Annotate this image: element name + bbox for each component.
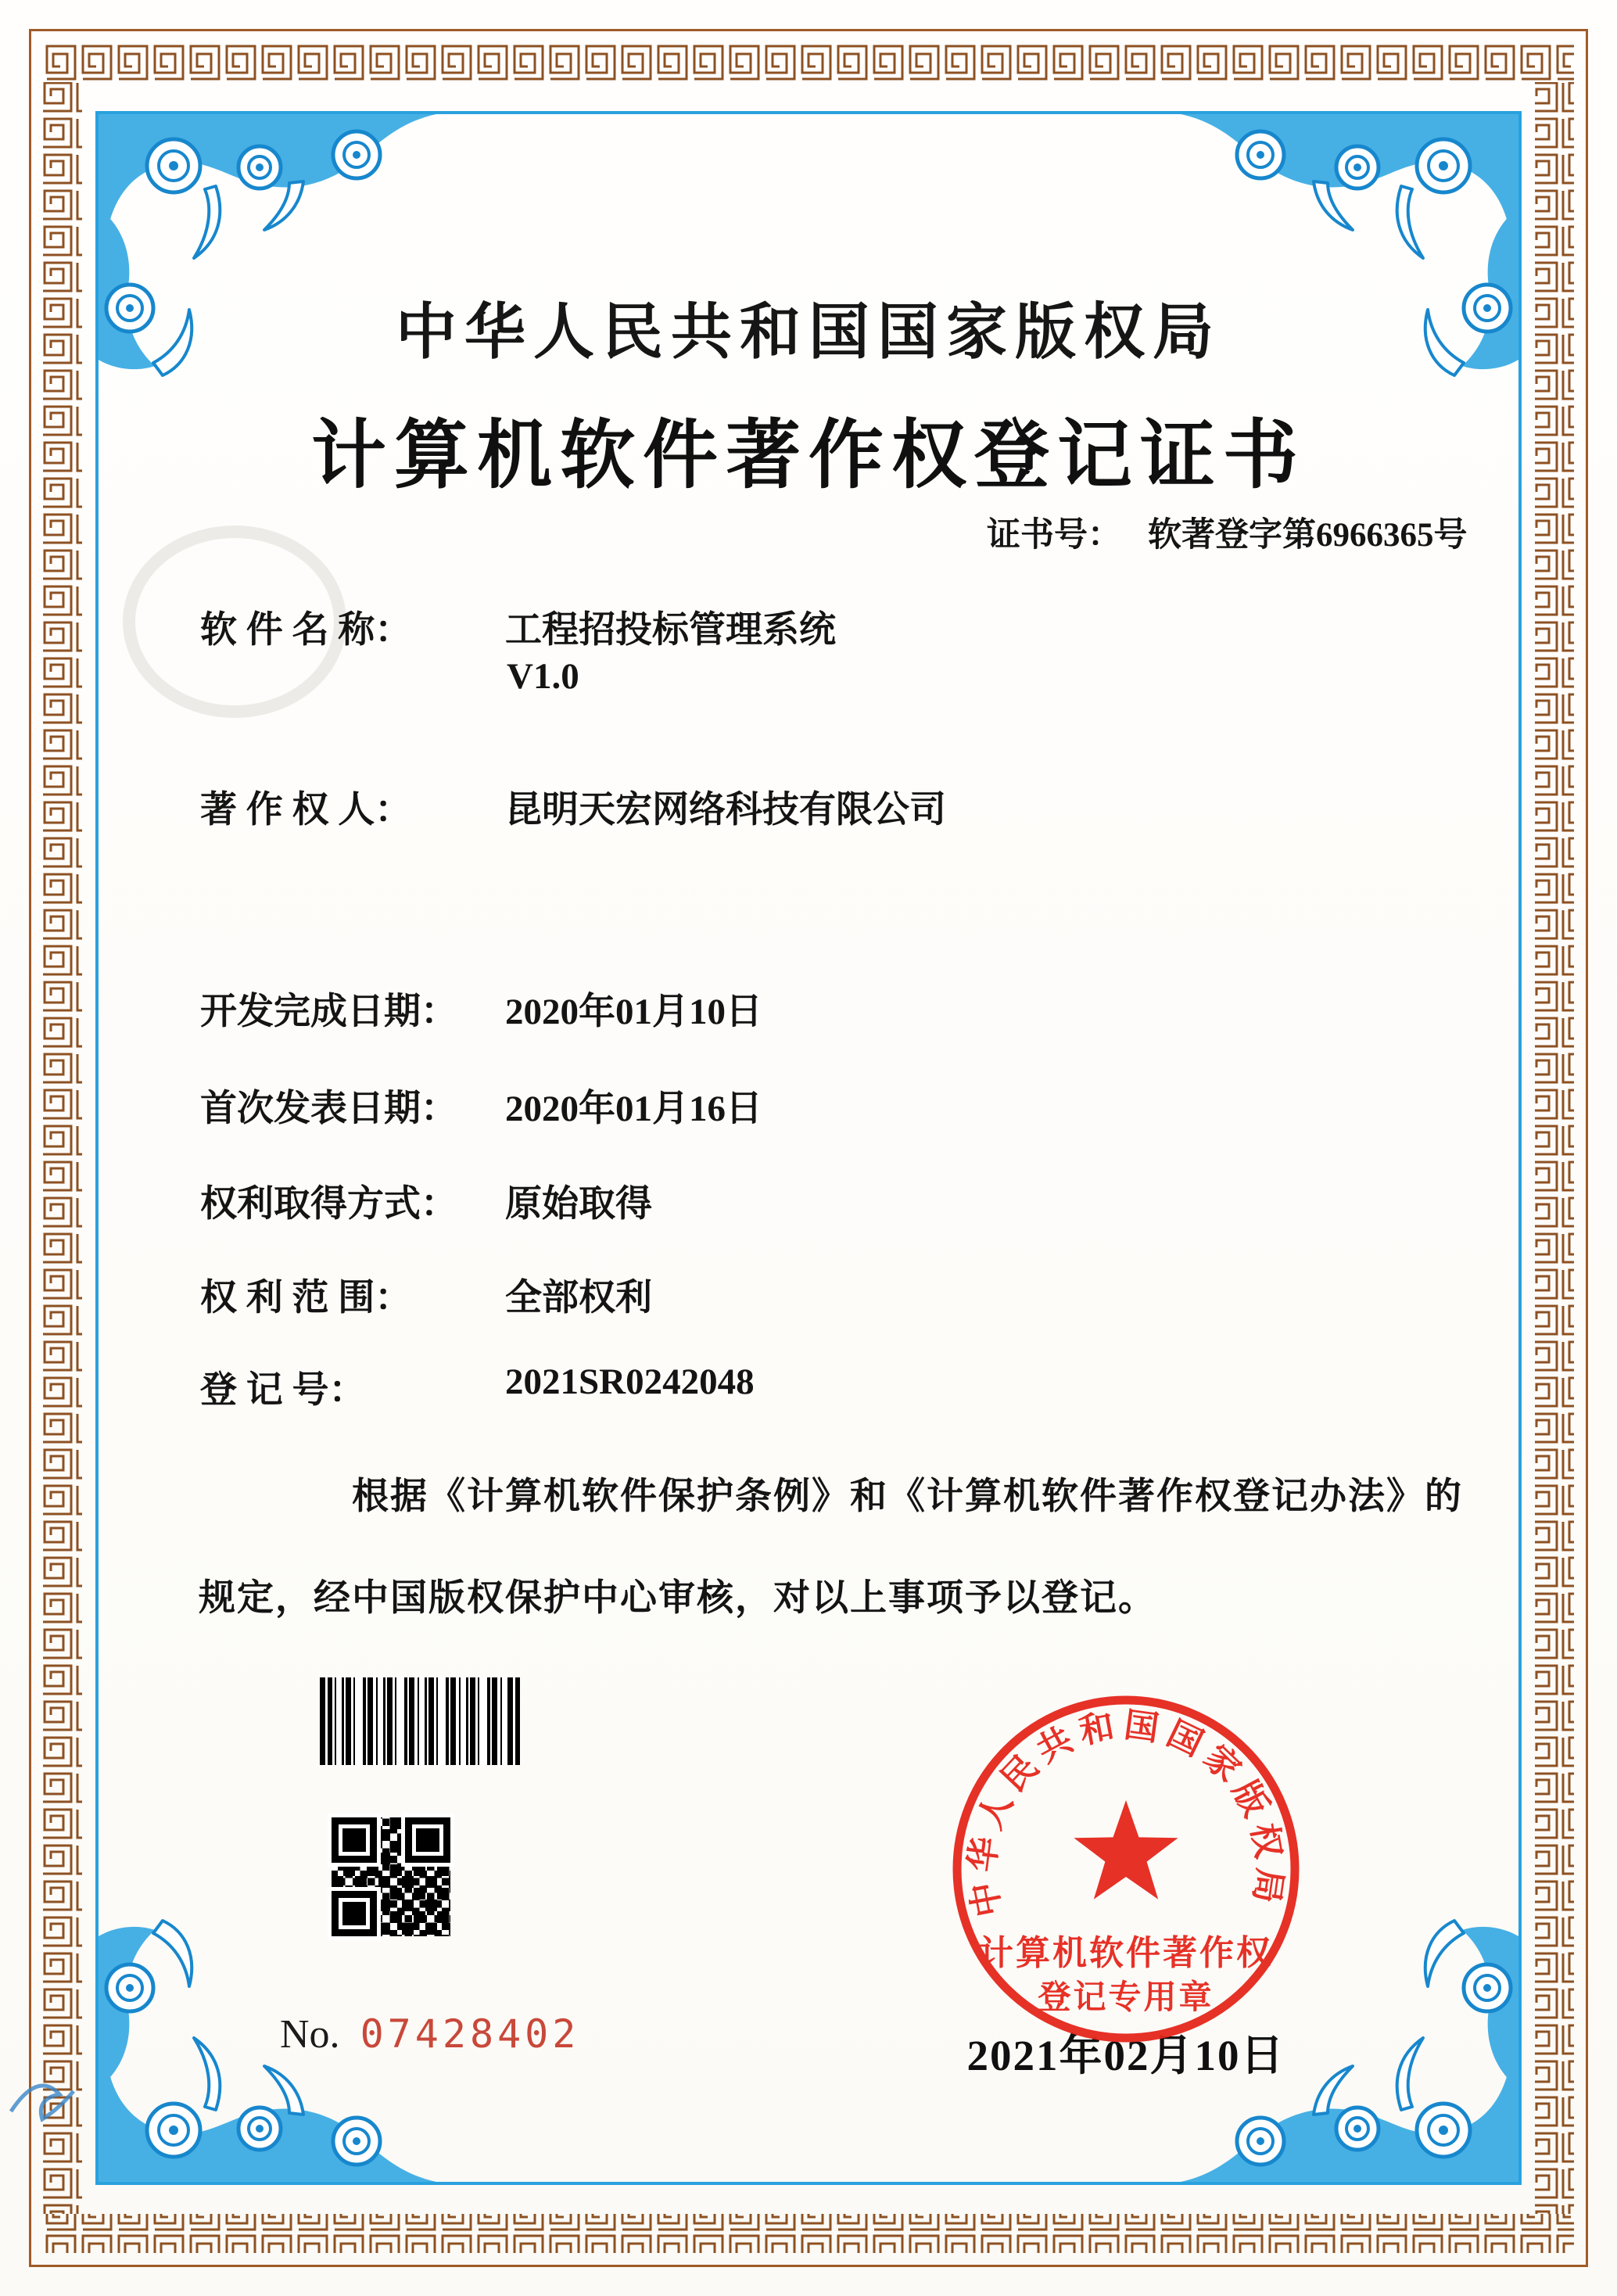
serial-prefix: No.	[280, 2012, 340, 2057]
field-value: 2020年01月16日	[505, 1089, 762, 1129]
star-icon	[1074, 1800, 1178, 1900]
certificate-title: 计算机软件著作权登记证书	[311, 414, 1306, 497]
seal-text-line2: 登记专用章	[1038, 1980, 1214, 2016]
issue-date: 2021年02月10日	[966, 2032, 1285, 2079]
field-label: 开发完成日期：	[200, 992, 457, 1032]
field-value: 工程招投标管理系统	[505, 610, 836, 651]
statement-line-2: 规定，经中国版权保护中心审核，对以上事项予以登记。	[199, 1578, 1156, 1619]
field-label: 登 记 号：	[200, 1370, 366, 1411]
statement-line-1: 根据《计算机软件保护条例》和《计算机软件著作权登记办法》的	[352, 1476, 1463, 1517]
field-value: 2021SR0242048	[505, 1361, 755, 1402]
field-value: 全部权利	[505, 1278, 652, 1318]
certificate-number-value: 软著登字第6966365号	[1148, 517, 1468, 554]
seal-text-line1: 计算机软件著作权	[979, 1934, 1273, 1972]
seal-ring-text: 中华人民共和国国家版权局	[963, 1706, 1289, 1920]
software-version: V1.0	[507, 656, 579, 697]
field-value: 2020年01月10日	[505, 992, 762, 1032]
certificate-number-label: 证书号：	[987, 517, 1121, 554]
field-value: 昆明天宏网络科技有限公司	[505, 790, 946, 831]
serial-number: 07428402	[360, 2011, 580, 2057]
field-label: 著 作 权 人：	[200, 790, 412, 831]
field-label: 权利取得方式：	[200, 1184, 457, 1225]
field-label: 权 利 范 围：	[200, 1278, 412, 1318]
issuing-authority: 中华人民共和国国家版权局	[395, 298, 1221, 366]
field-label: 软 件 名 称：	[200, 610, 412, 651]
field-label: 首次发表日期：	[200, 1089, 457, 1129]
field-value: 原始取得	[505, 1184, 652, 1225]
